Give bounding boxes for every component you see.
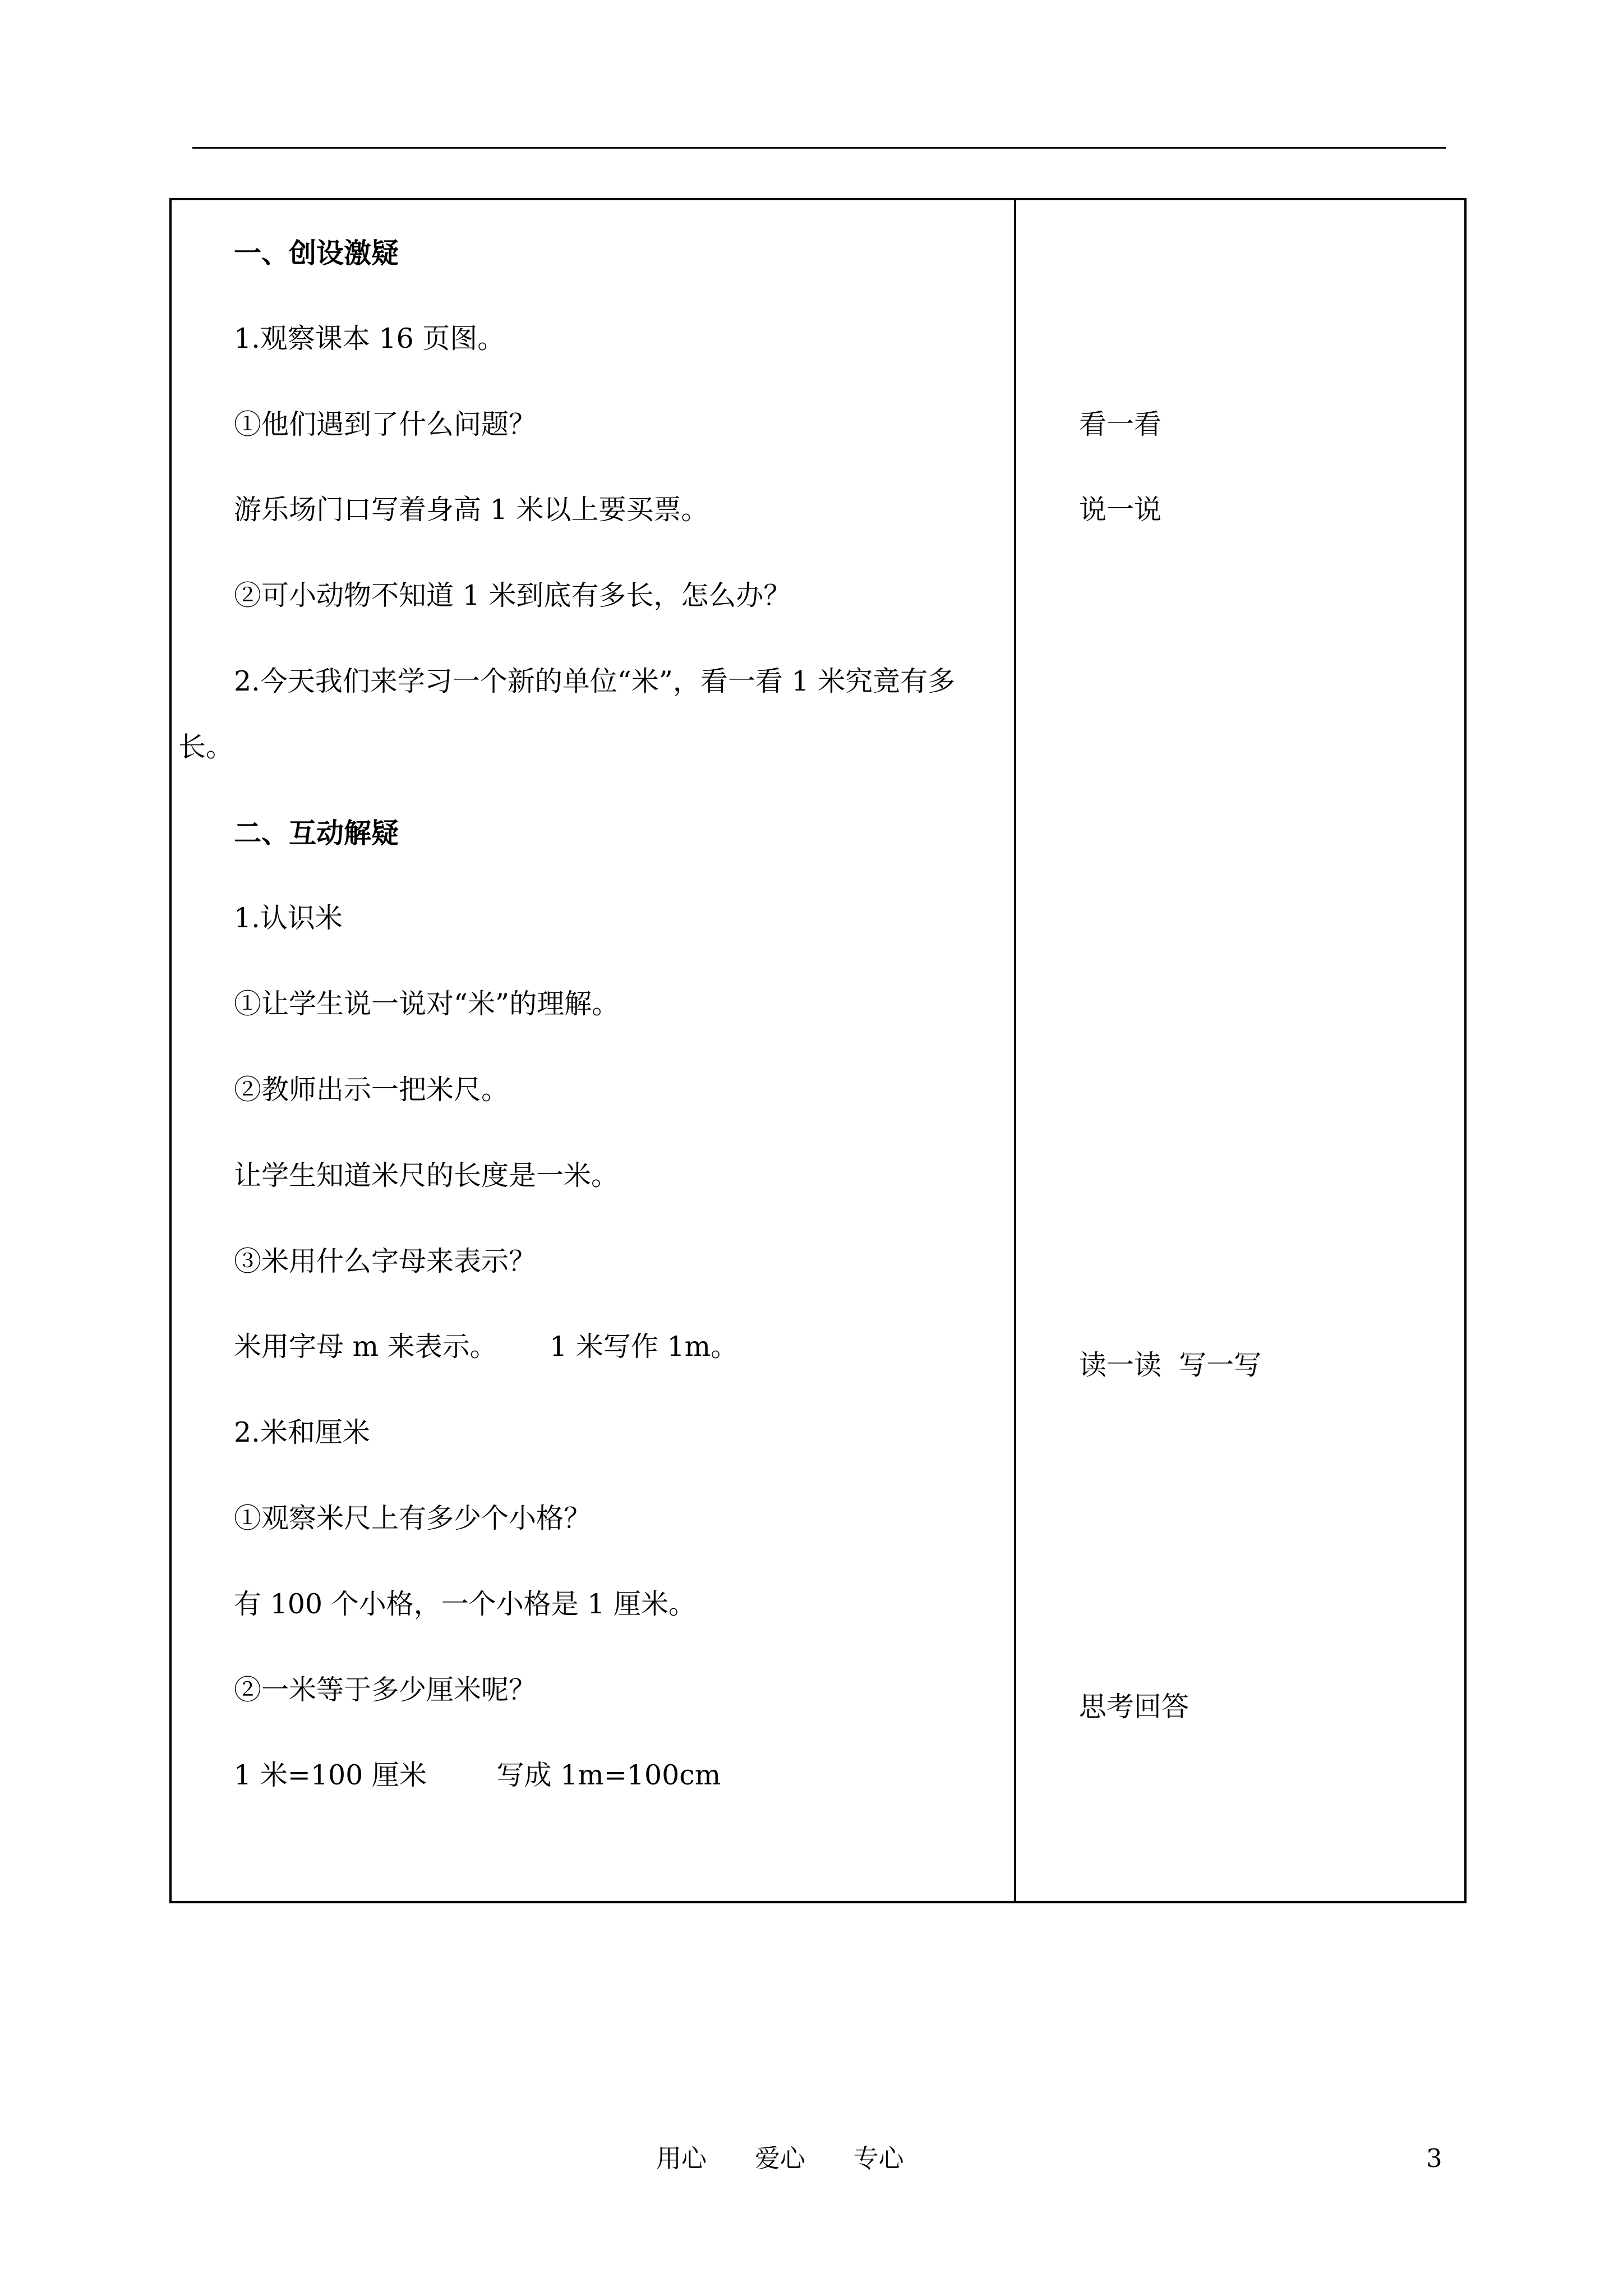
text-line-10: ③米用什么字母来表示？ [234,1245,537,1277]
text-line-16: 1 米=100 厘米 写成 1m=100cm [234,1759,721,1791]
text-line-12: 2.米和厘米 [234,1416,370,1448]
text-line-2: ①他们遇到了什么问题？ [234,408,537,440]
text-line-1: 1.观察课本 16 页图。 [234,323,505,355]
page-number: 3 [1426,2143,1442,2173]
side-note-read-write: 读一读 写一写 [1079,1349,1262,1381]
teaching-process-column [172,200,1014,1901]
section1-heading: 一、创设激疑 [234,237,399,269]
text-line-14: 有 100 个小格，一个小格是 1 厘米。 [234,1588,697,1620]
footer-motto: 用心 爱心 专心 [656,2143,904,2173]
text-line-11: 米用字母 m 来表示。 1 米写作 1m。 [234,1331,739,1363]
text-line-5a: 2.今天我们来学习一个新的单位“米”，看一看 1 米究竟有多 [234,665,956,697]
text-line-3: 游乐场门口写着身高 1 米以上要买票。 [234,494,709,526]
header-rule [192,147,1446,149]
side-note-look: 看一看 [1079,408,1162,440]
text-line-6: 1.认识米 [234,902,343,934]
text-line-8: ②教师出示一把米尺。 [234,1074,509,1106]
text-line-7: ①让学生说一说对“米”的理解。 [234,988,620,1020]
side-note-think-answer: 思考回答 [1079,1691,1189,1723]
text-line-5b: 长。 [178,731,234,763]
text-line-9: 让学生知道米尺的长度是一米。 [234,1159,619,1191]
text-line-4: ②可小动物不知道 1 米到底有多长，怎么办？ [234,579,791,611]
section2-heading: 二、互动解疑 [234,817,399,849]
text-line-15: ②一米等于多少厘米呢？ [234,1674,537,1706]
student-activity-column [1016,200,1465,1901]
text-line-13: ①观察米尺上有多少个小格？ [234,1502,592,1534]
side-note-say: 说一说 [1079,494,1162,526]
lesson-table [169,198,1467,1903]
